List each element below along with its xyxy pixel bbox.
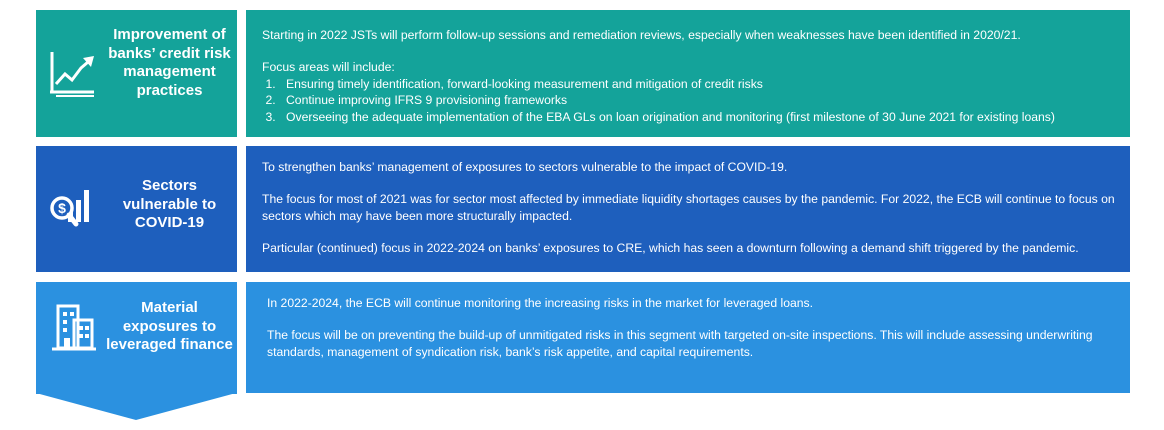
row-paragraph: Particular (continued) focus in 2022-2024 on banks’ exposures to CRE, which has seen a downturn following a demand shift triggered by the pandemic. <box>262 241 1079 256</box>
row-label: Material exposures to leveraged finance <box>106 299 233 353</box>
svg-text:$: $ <box>58 200 66 216</box>
down-arrow-shape <box>36 393 236 420</box>
trend-chart-icon <box>48 48 98 98</box>
covid-sectors-label-box <box>36 146 237 272</box>
row-label: Sectors vulnerable to COVID-19 <box>122 177 217 231</box>
focus-title: Focus areas will include: <box>262 60 395 75</box>
credit-risk-label-box <box>36 10 237 137</box>
office-building-icon <box>48 302 98 352</box>
row-paragraph: The focus will be on preventing the build-up of unmitigated risks in this segment with targeted on-site inspections. This will include assessing underwriting standards, management of syndication risk, bank’s risk appetite, and capital requirements. <box>267 328 1093 359</box>
dollar-magnifier-chart-icon <box>48 184 98 234</box>
row-paragraph: To strengthen banks’ management of exposures to sectors vulnerable to the impact of COVID-19. <box>262 160 788 174</box>
credit-risk-content-box <box>246 10 1130 137</box>
row-intro: Starting in 2022 JSTs will perform follow-up sessions and remediation reviews, especially when weaknesses have been identified in 2020/21. <box>262 28 1021 42</box>
leveraged-finance-label-box <box>36 282 237 394</box>
list-item: 3. Overseeing the adequate implementation of the EBA GLs on loan origination and monitoring (first milestone of 30 June 2021 for existing loans) <box>279 109 1120 125</box>
list-item: 1. Ensuring timely identification, forward-looking measurement and mitigation of credit risks <box>279 76 1120 92</box>
row-paragraph: The focus for most of 2021 was for sector most affected by immediate liquidity shortages causes by the pandemic. For 2022, the ECB will continue to focus on sectors which may have been more structurally impacted. <box>262 192 1115 223</box>
row-label: Improvement of banks’ credit risk management practices <box>108 26 231 99</box>
row-paragraph: In 2022-2024, the ECB will continue monitoring the increasing risks in the market for leveraged loans. <box>267 296 814 310</box>
leveraged-finance-content-box <box>246 282 1130 393</box>
focus-list <box>262 76 1120 125</box>
covid-sectors-content-box <box>246 146 1130 272</box>
list-item: 2. Continue improving IFRS 9 provisioning frameworks <box>279 92 1120 108</box>
